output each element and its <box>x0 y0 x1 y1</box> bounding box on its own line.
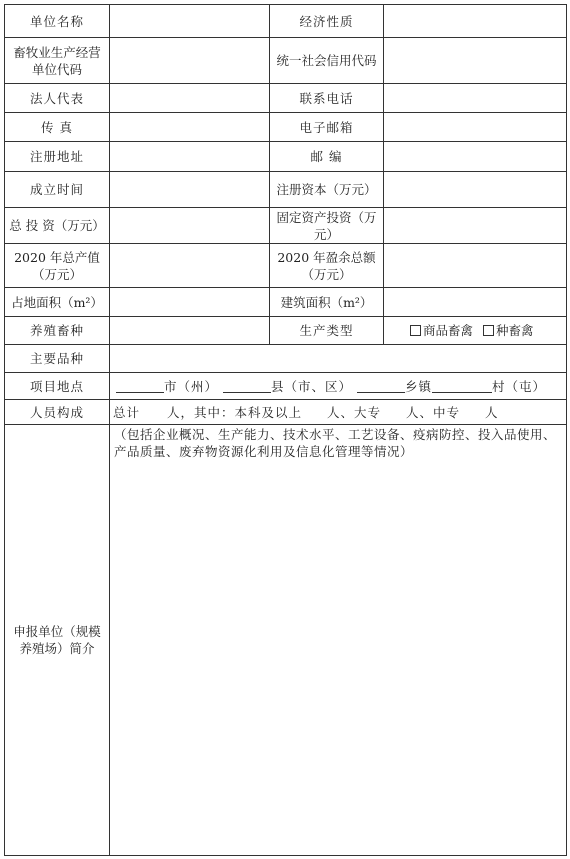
county-blank[interactable] <box>223 379 271 393</box>
legal-rep-label: 法人代表 <box>5 84 110 113</box>
row-established <box>5 172 567 208</box>
row-varieties <box>5 345 567 373</box>
credit-code-field[interactable] <box>384 38 567 84</box>
fixed-investment-field[interactable] <box>384 208 567 244</box>
established-label: 成立时间 <box>5 172 110 208</box>
reg-address-field[interactable] <box>110 142 270 172</box>
postcode-label: 邮 编 <box>270 142 384 172</box>
surplus-2020-field[interactable] <box>384 244 567 288</box>
land-area-label: 占地面积（m²） <box>5 288 110 317</box>
production-type-label: 生产类型 <box>270 317 384 345</box>
land-area-field[interactable] <box>110 288 270 317</box>
commercial-option-label: 商品畜禽 <box>423 323 474 338</box>
unit-name-field[interactable] <box>110 5 270 38</box>
reg-capital-field[interactable] <box>384 172 567 208</box>
town-blank[interactable] <box>357 379 405 393</box>
economic-nature-label: 经济性质 <box>270 5 384 38</box>
row-unit-name <box>5 5 567 38</box>
city-blank[interactable] <box>116 379 164 393</box>
row-legal-rep <box>5 84 567 113</box>
village-blank[interactable] <box>432 379 492 393</box>
row-investment <box>5 208 567 244</box>
economic-nature-field[interactable] <box>384 5 567 38</box>
project-location-field <box>110 373 567 400</box>
row-codes <box>5 38 567 84</box>
row-output <box>5 244 567 288</box>
row-breed <box>5 317 567 345</box>
gdp-2020-label: 2020 年总产值（万元） <box>5 244 110 288</box>
county-label: 县（市、区） <box>271 378 353 394</box>
village-label: 村（屯） <box>492 378 547 394</box>
surplus-2020-label: 2020 年盈余总额（万元） <box>270 244 384 288</box>
staff-degree-label: 人，其中：本科及以上 <box>167 404 303 420</box>
production-type-options <box>384 317 567 345</box>
reg-capital-label: 注册资本（万元） <box>270 172 384 208</box>
town-label: 乡镇 <box>405 378 433 394</box>
row-staff <box>5 400 567 425</box>
intro-field[interactable] <box>110 425 567 856</box>
city-label: 市（州） <box>164 378 219 394</box>
row-address <box>5 142 567 172</box>
staff-technical-unit: 人 <box>485 404 499 420</box>
main-varieties-label: 主要品种 <box>5 345 110 373</box>
established-field[interactable] <box>110 172 270 208</box>
email-label: 电子邮箱 <box>270 113 384 142</box>
main-varieties-field[interactable] <box>110 345 567 373</box>
livestock-code-field[interactable] <box>110 38 270 84</box>
commercial-checkbox[interactable] <box>410 325 421 336</box>
row-fax <box>5 113 567 142</box>
staff-field <box>110 400 567 425</box>
staff-college-label: 人、大专 <box>327 404 382 420</box>
unit-name-label: 单位名称 <box>5 5 110 38</box>
row-intro <box>5 425 567 856</box>
staff-label: 人员构成 <box>5 400 110 425</box>
breeding-option-label: 种畜禽 <box>496 323 534 338</box>
intro-label: 申报单位（规模养殖场）简介 <box>5 425 110 856</box>
postcode-field[interactable] <box>384 142 567 172</box>
building-area-field[interactable] <box>384 288 567 317</box>
phone-label: 联系电话 <box>270 84 384 113</box>
row-area <box>5 288 567 317</box>
livestock-code-label: 畜牧业生产经营单位代码 <box>5 38 110 84</box>
email-field[interactable] <box>384 113 567 142</box>
intro-hint: （包括企业概况、生产能力、技术水平、工艺设备、疫病防控、投入品使用、产品质量、废弃物资源化利用及信息化管理等情况） <box>114 427 557 459</box>
reg-address-label: 注册地址 <box>5 142 110 172</box>
breeding-checkbox[interactable] <box>483 325 494 336</box>
total-investment-field[interactable] <box>110 208 270 244</box>
building-area-label: 建筑面积（m²） <box>270 288 384 317</box>
phone-field[interactable] <box>384 84 567 113</box>
total-investment-label: 总 投 资（万元） <box>5 208 110 244</box>
fixed-investment-label: 固定资产投资（万元） <box>270 208 384 244</box>
application-form-table <box>4 4 567 856</box>
breed-field[interactable] <box>110 317 270 345</box>
credit-code-label: 统一社会信用代码 <box>270 38 384 84</box>
fax-field[interactable] <box>110 113 270 142</box>
row-location <box>5 373 567 400</box>
staff-total-label: 总计 <box>113 404 141 420</box>
staff-technical-label: 人、中专 <box>406 404 461 420</box>
breed-label: 养殖畜种 <box>5 317 110 345</box>
legal-rep-field[interactable] <box>110 84 270 113</box>
fax-label: 传 真 <box>5 113 110 142</box>
project-location-label: 项目地点 <box>5 373 110 400</box>
gdp-2020-field[interactable] <box>110 244 270 288</box>
